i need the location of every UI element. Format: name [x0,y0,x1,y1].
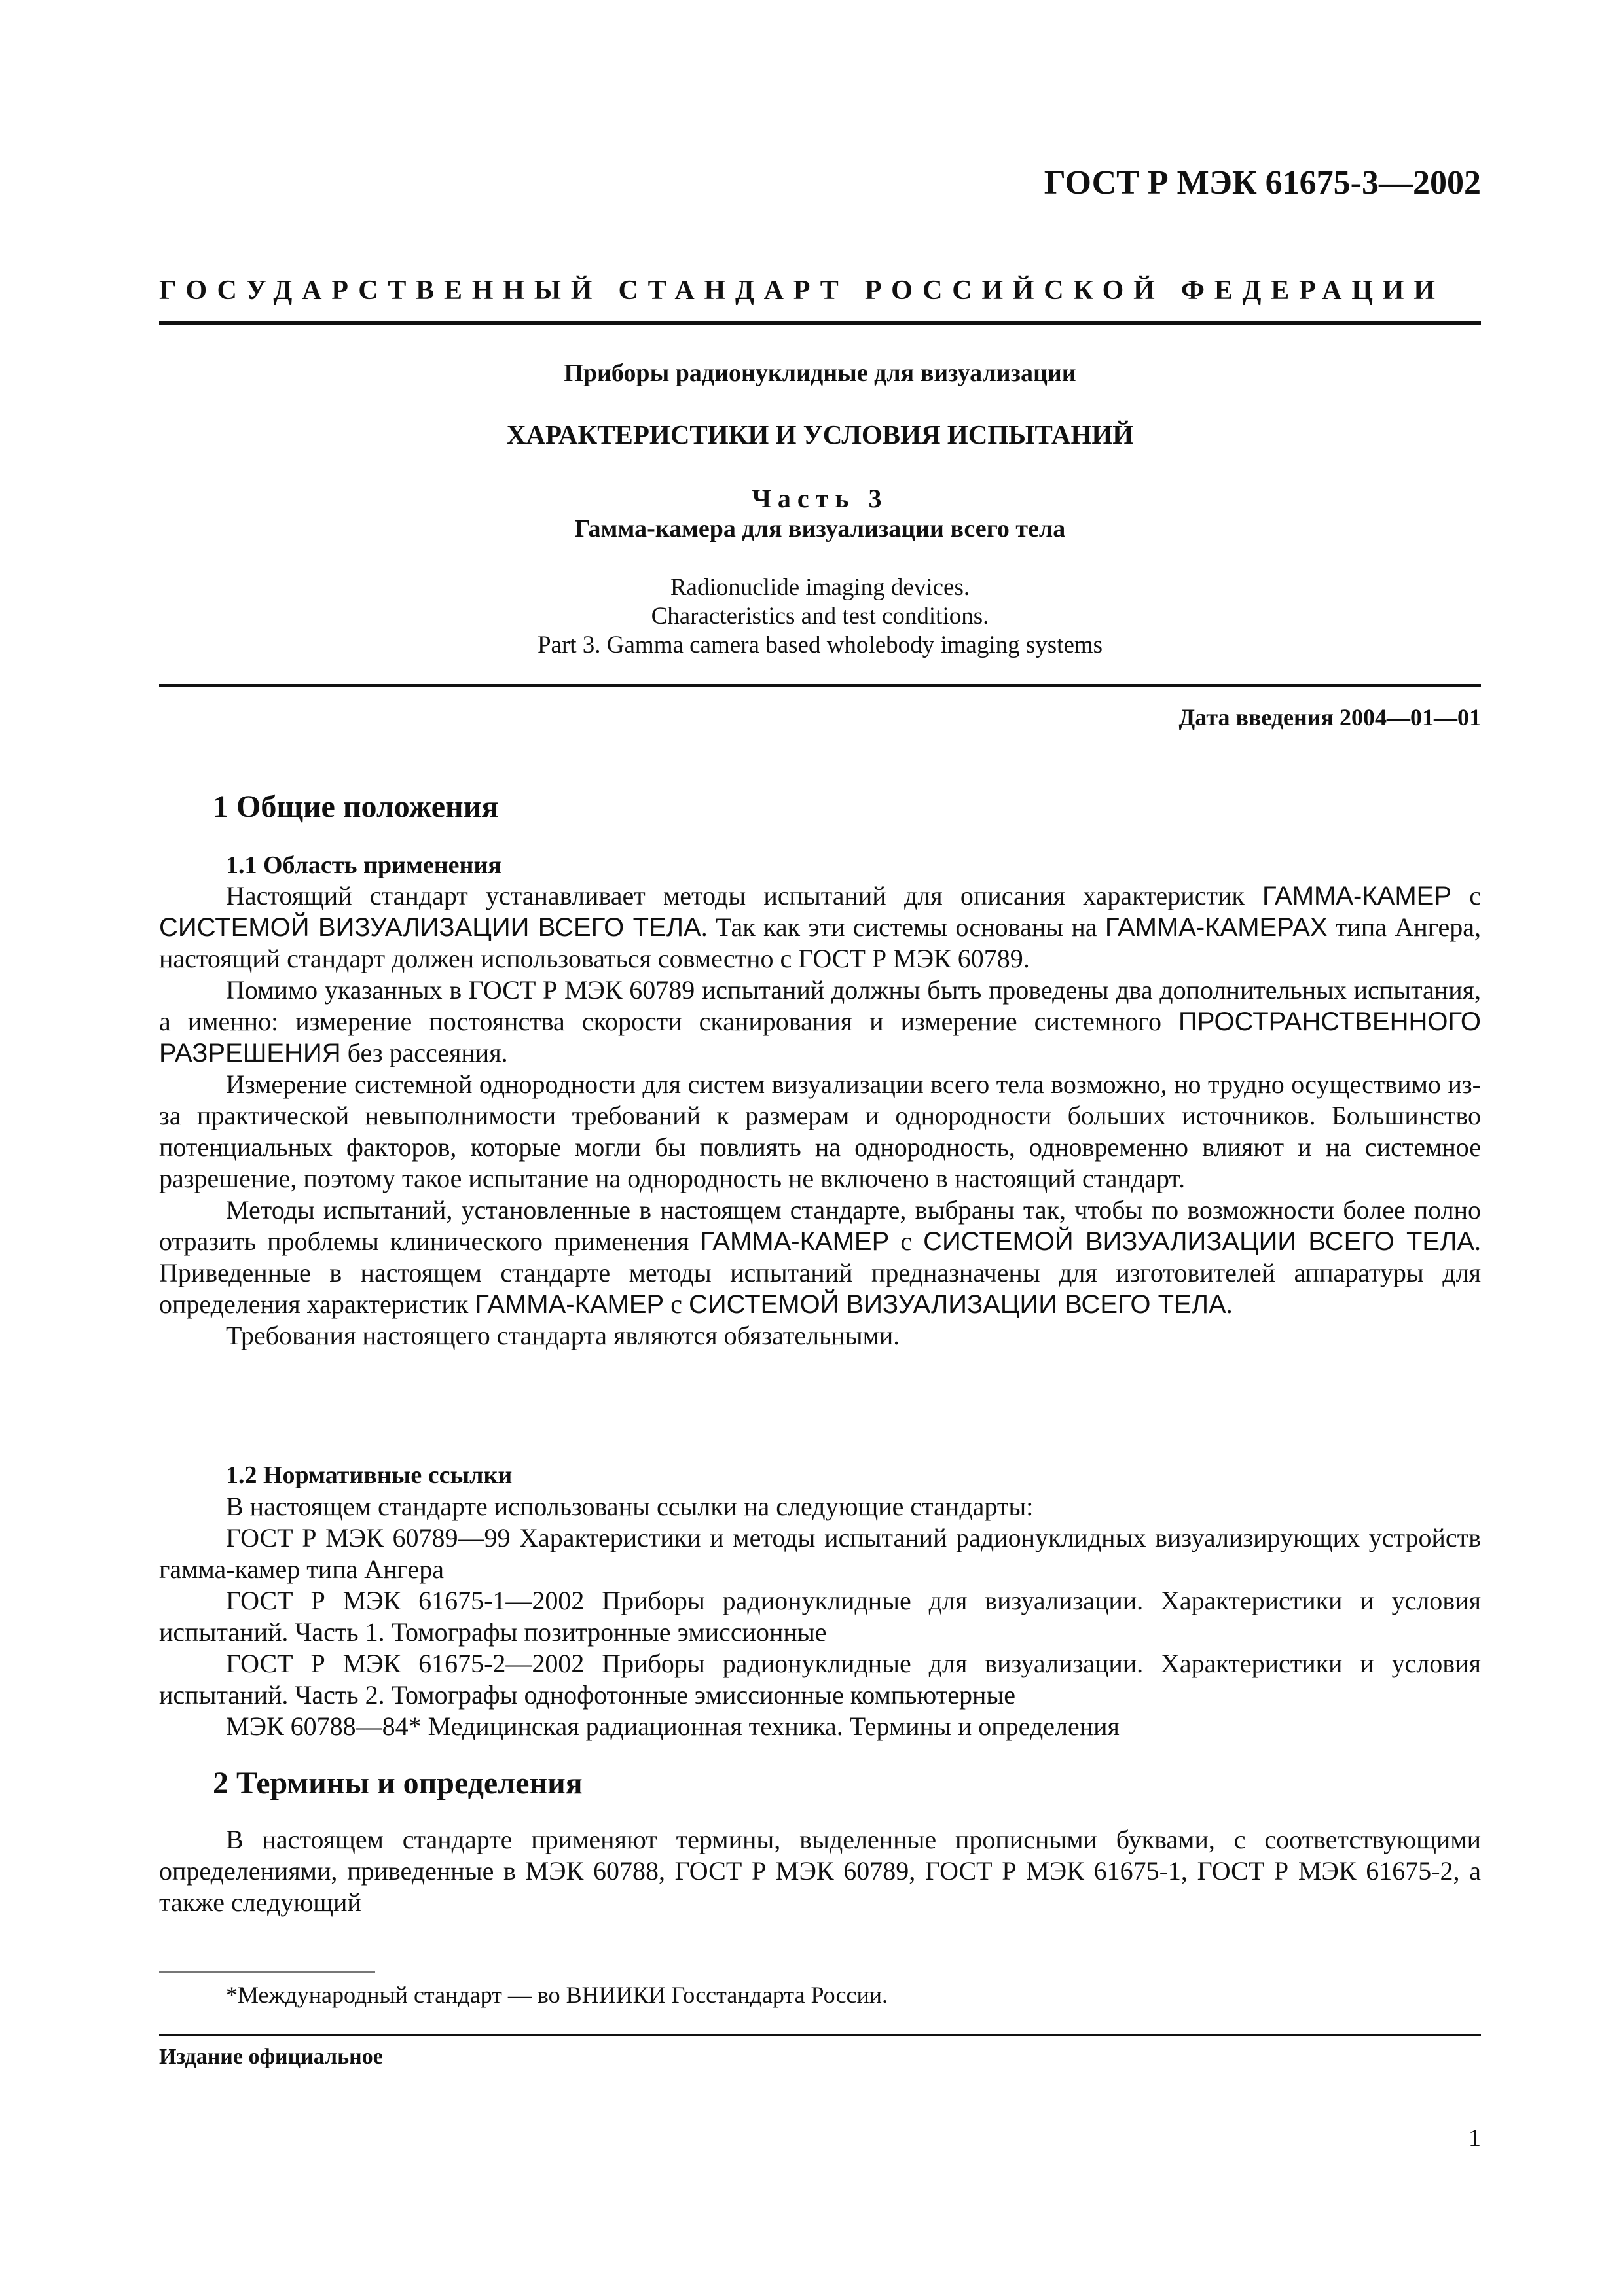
footnote-divider [159,1971,375,1973]
document-title: ХАРАКТЕРИСТИКИ И УСЛОВИЯ ИСПЫТАНИЙ [506,420,1134,450]
effective-date: Дата введения 2004—01—01 [1178,704,1481,730]
document-subtitle: Приборы радионуклидные для визуализации [564,359,1076,387]
part-number: Часть 3 [752,484,888,513]
title-divider [159,684,1481,687]
english-title-line: Radionuclide imaging devices. [670,574,970,601]
reference-item: ГОСТ Р МЭК 61675-2—2002 Приборы радионуклидные для визуализации. Характеристики и условия испытаний. Часть 2. Томографы однофотонные эмиссионные компьютерные [159,1649,1481,1710]
page-number: 1 [1468,2125,1481,2152]
section-1-heading: 1 Общие положения [213,789,499,824]
part-title: Гамма-камера для визуализации всего тела [574,515,1066,543]
footer-divider [159,2034,1481,2036]
paragraph: Методы испытаний, установленные в настоящем стандарте, выбраны так, чтобы по возможности более полно отразить проблемы клинического применения ГАММА-КАМЕР с СИСТЕМОЙ ВИЗУАЛИЗАЦИИ ВСЕГО ТЕЛА. Приведенные в настоящем стандарте методы испытаний предназначены для изготовителей аппаратуры для определения характеристик ГАММА-КАМЕР с СИСТЕМОЙ ВИЗУАЛИЗАЦИИ ВСЕГО ТЕЛА. [159,1195,1482,1319]
paragraph: В настоящем стандарте использованы ссылки на следующие стандарты: [226,1492,1034,1521]
paragraph: Помимо указанных в ГОСТ Р МЭК 60789 испытаний должны быть проведены два дополнительных испытания, а именно: измерение постоянства скорости сканирования и измерение системного ПРОСТРАНСТВЕННОГО РАЗРЕШЕНИЯ без рассеяния. [159,975,1481,1067]
reference-item: ГОСТ Р МЭК 61675-1—2002 Приборы радионуклидные для визуализации. Характеристики и условия испытаний. Часть 1. Томографы позитронные эмиссионные [159,1586,1481,1647]
english-title-line: Characteristics and test conditions. [651,603,989,630]
state-standard-banner: ГОСУДАРСТВЕННЫЙ СТАНДАРТ РОССИЙСКОЙ ФЕДЕРАЦИИ [159,276,1445,306]
section-1-2-body [159,1491,1481,1742]
top-divider [159,321,1481,325]
section-1-1-body [159,880,1481,1352]
section-2-body [159,1824,1481,1918]
english-title [159,573,1481,660]
edition-label: Издание официальное [159,2045,383,2069]
section-1-2-heading: 1.2 Нормативные ссылки [226,1462,513,1489]
footnote: *Международный стандарт — во ВНИИКИ Госстандарта России. [226,1982,888,2008]
paragraph: Требования настоящего стандарта являются обязательными. [226,1321,900,1350]
paragraph: Настоящий стандарт устанавливает методы испытаний для описания характеристик ГАММА-КАМЕР с СИСТЕМОЙ ВИЗУАЛИЗАЦИИ ВСЕГО ТЕЛА. Так как эти системы основаны на ГАММА-КАМЕРАХ типа Ангера, настоящий стандарт должен использоваться совместно с ГОСТ Р МЭК 60789. [159,881,1481,973]
english-title-line: Part 3. Gamma camera based wholebody imaging systems [537,632,1103,658]
section-1-1-heading: 1.1 Область применения [226,852,501,879]
reference-item: МЭК 60788—84* Медицинская радиационная техника. Термины и определения [226,1712,1120,1741]
paragraph: Измерение системной однородности для систем визуализации всего тела возможно, но трудно осуществимо из-за практической невыполнимости требований к размерам и однородности больших источников. Большинство потенциальных факторов, которые могли бы повлиять на однородность, одновременно влияют и на системное разрешение, поэтому такое испытание на однородность не включено в настоящий стандарт. [159,1069,1481,1193]
reference-item: ГОСТ Р МЭК 60789—99 Характеристики и методы испытаний радионуклидных визуализирующих устройств гамма-камер типа Ангера [159,1523,1481,1584]
paragraph: В настоящем стандарте применяют термины, выделенные прописными буквами, с соответствующими определениями, приведенные в МЭК 60788, ГОСТ Р МЭК 60789, ГОСТ Р МЭК 61675-1, ГОСТ Р МЭК 61675-2, а также следующий [159,1825,1481,1917]
gost-code: ГОСТ Р МЭК 61675-3—2002 [1044,164,1481,202]
section-2-heading: 2 Термины и определения [213,1766,583,1801]
